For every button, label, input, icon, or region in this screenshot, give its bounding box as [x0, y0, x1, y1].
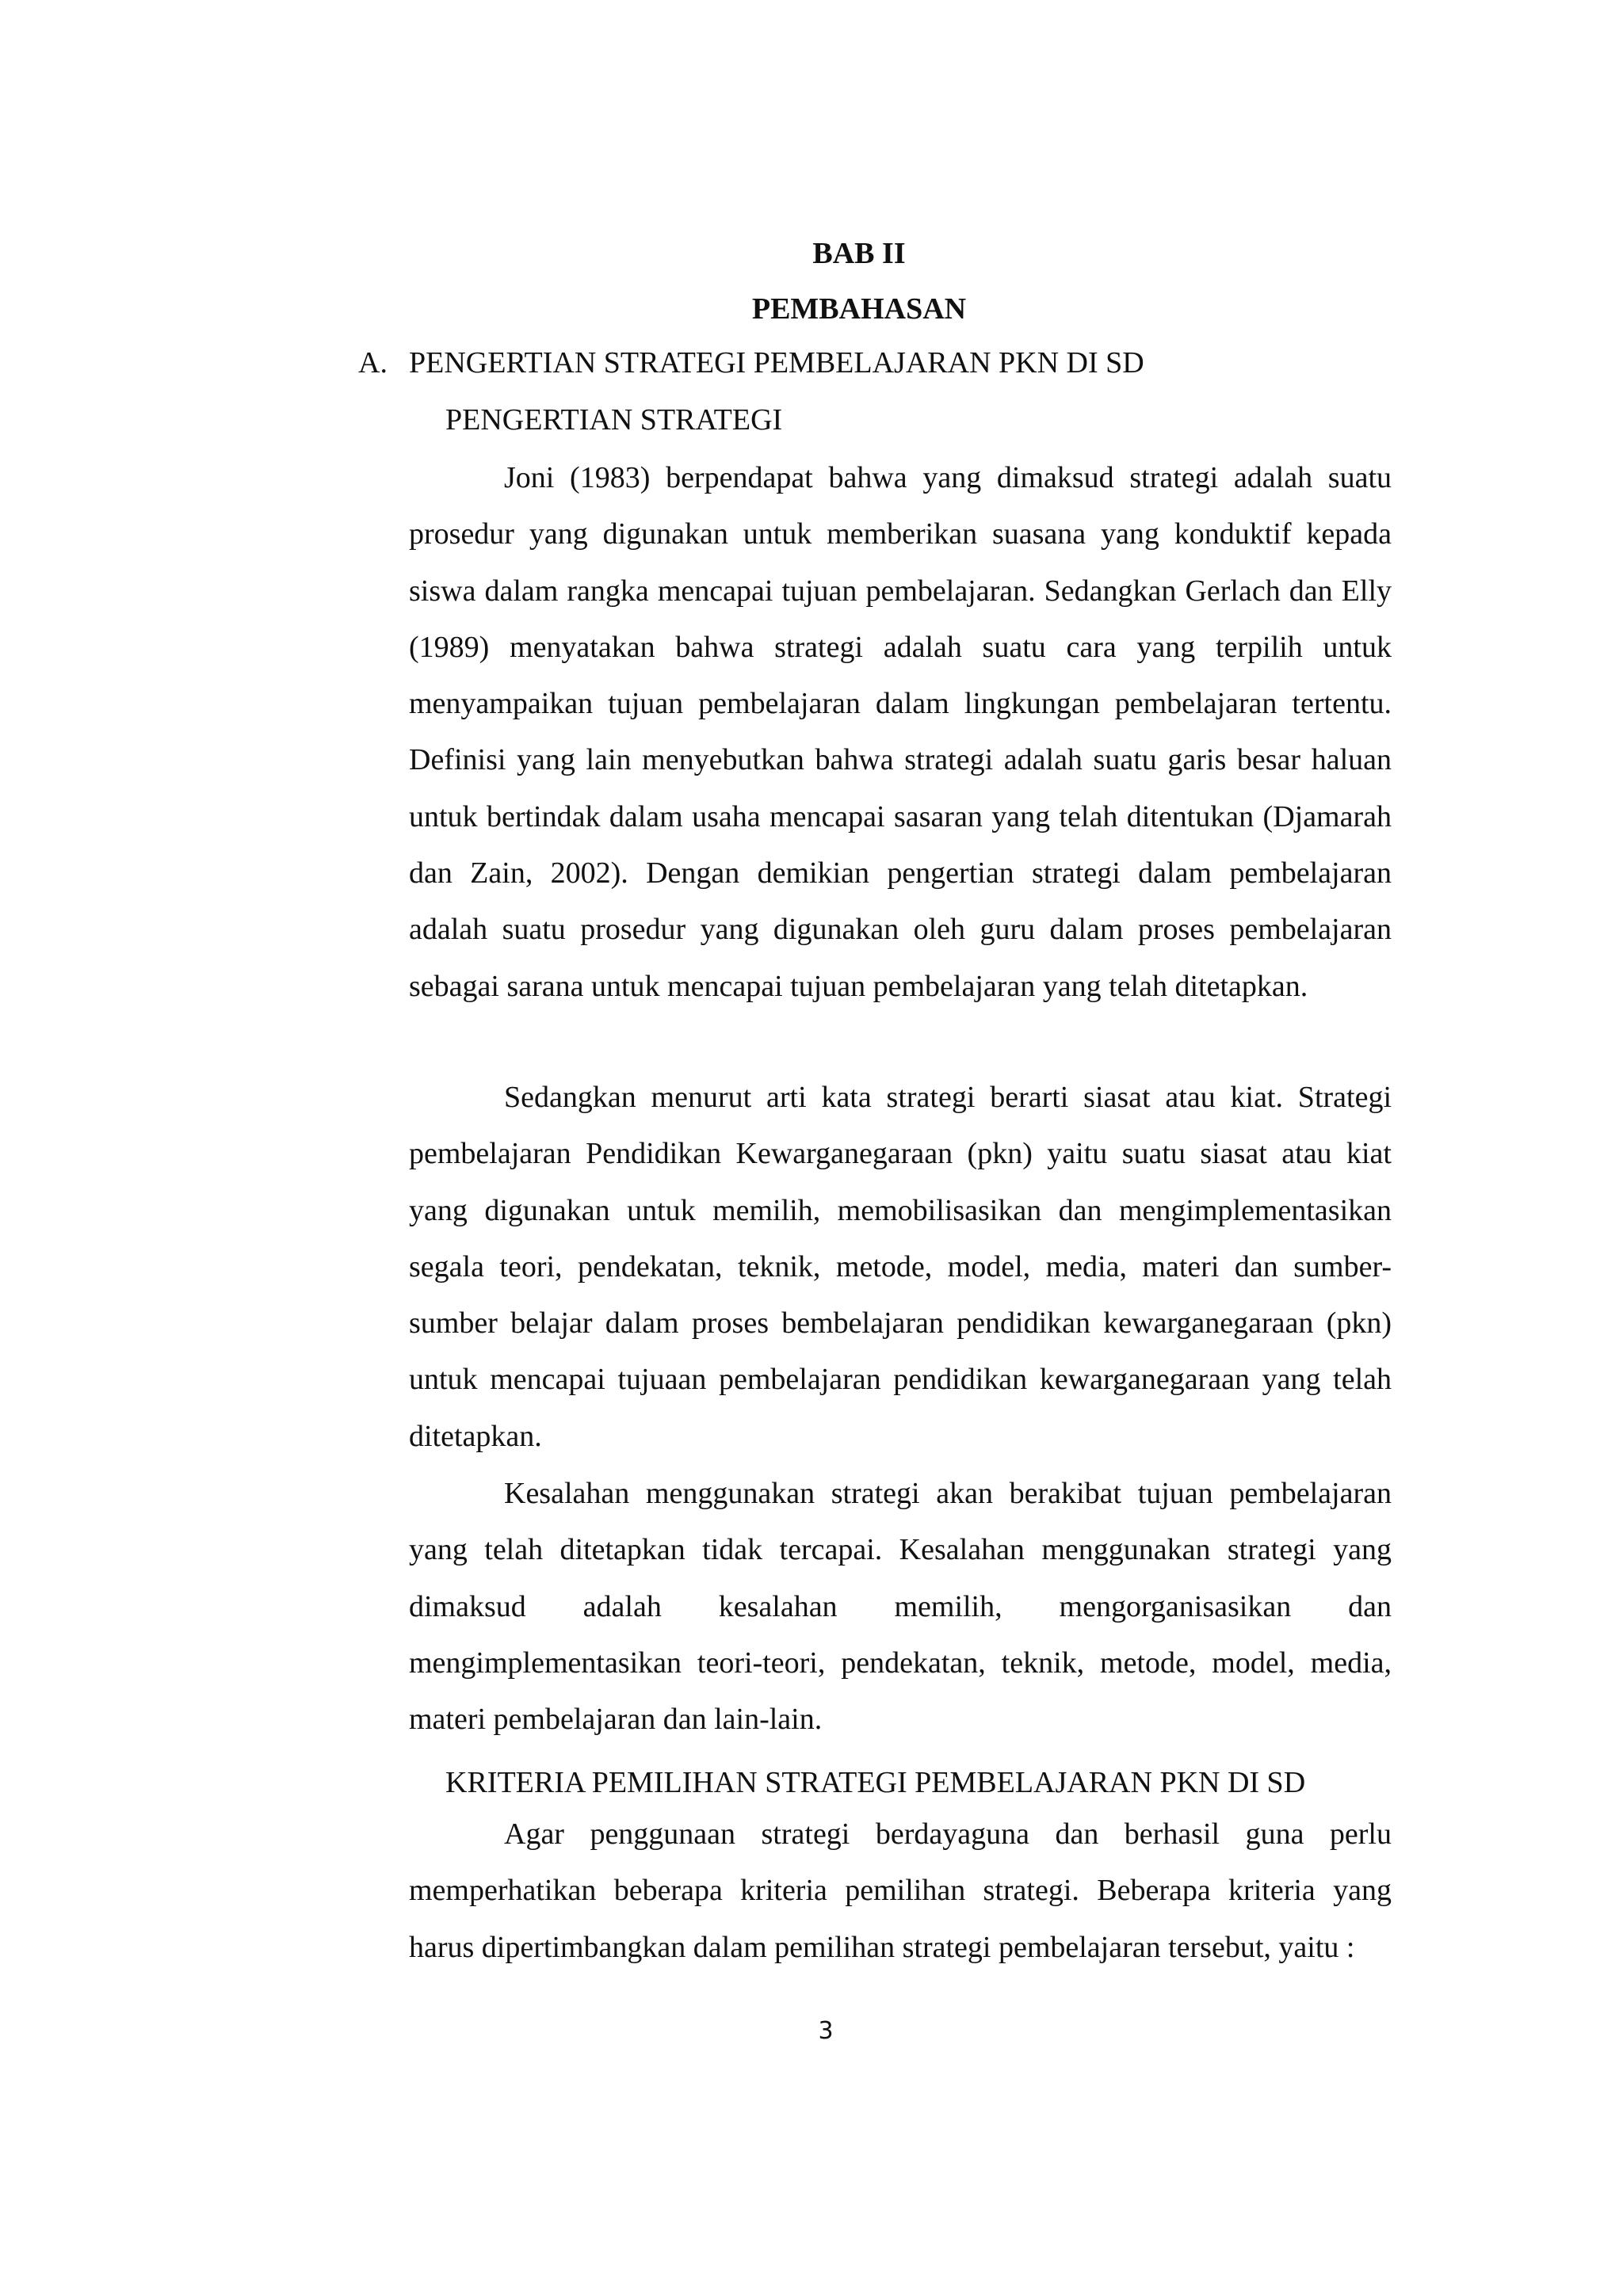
- subheading-kriteria-pemilihan: KRITERIA PEMILIHAN STRATEGI PEMBELAJARAN PKN DI SD: [445, 1766, 1306, 1799]
- paragraph-1: Joni (1983) berpendapat bahwa yang dimaksud strategi adalah suatu prosedur yang digunakan untuk memberikan suasana yang konduktif kepada siswa dalam rangka mencapai tujuan pembelajaran. Sedangkan Gerlach dan Elly (1989) menyatakan bahwa strategi adalah suatu cara yang terpilih untuk menyampaikan tujuan pembelajaran dalam lingkungan pembelajaran tertentu. Definisi yang lain menyebutkan bahwa strategi adalah suatu garis besar haluan untuk bertindak dalam usaha mencapai sasaran yang telah ditentukan (Djamarah dan Zain, 2002). Dengan demikian pengertian strategi dalam pembelajaran adalah suatu prosedur yang digunakan oleh guru dalam proses pembelajaran sebagai sarana untuk mencapai tujuan pembelajaran yang telah ditetapkan.: [409, 461, 1392, 1003]
- paragraph-2: Sedangkan menurut arti kata strategi berarti siasat atau kiat. Strategi pembelajaran Pendidikan Kewarganegaraan (pkn) yaitu suatu siasat atau kiat yang digunakan untuk memilih, memobilisasikan dan mengimplementasikan segala teori, pendekatan, teknik, metode, model, media, materi dan sumber-sumber belajar dalam proses bembelajaran pendidikan kewarganegaraan (pkn) untuk mencapai tujuaan pembelajaran pendidikan kewarganegaraan yang telah ditetapkan.: [409, 1081, 1392, 1453]
- paragraph-4: Agar penggunaan strategi berdayaguna dan berhasil guna perlu memperhatikan beberapa kriteria pemilihan strategi. Beberapa kriteria yang harus dipertimbangkan dalam pemilihan strategi pembelajaran tersebut, yaitu :: [409, 1817, 1392, 1964]
- chapter-subtitle: PEMBAHASAN: [751, 292, 967, 326]
- section-heading-a: [358, 339, 1144, 387]
- section-letter: A.: [358, 346, 388, 379]
- paragraph-3: Kesalahan menggunakan strategi akan berakibat tujuan pembelajaran yang telah ditetapkan tidak tercapai. Kesalahan menggunakan strategi yang dimaksud adalah kesalahan memilih, mengorganisasikan dan mengimplementasikan teori-teori, pendekatan, teknik, metode, model, media, materi pembelajaran dan lain-lain.: [409, 1477, 1392, 1737]
- subheading-pengertian-strategi: PENGERTIAN STRATEGI: [445, 403, 783, 437]
- section-title: PENGERTIAN STRATEGI PEMBELAJARAN PKN DI SD: [409, 346, 1144, 379]
- chapter-title: BAB II: [812, 237, 906, 270]
- page-number: 3: [818, 2017, 834, 2045]
